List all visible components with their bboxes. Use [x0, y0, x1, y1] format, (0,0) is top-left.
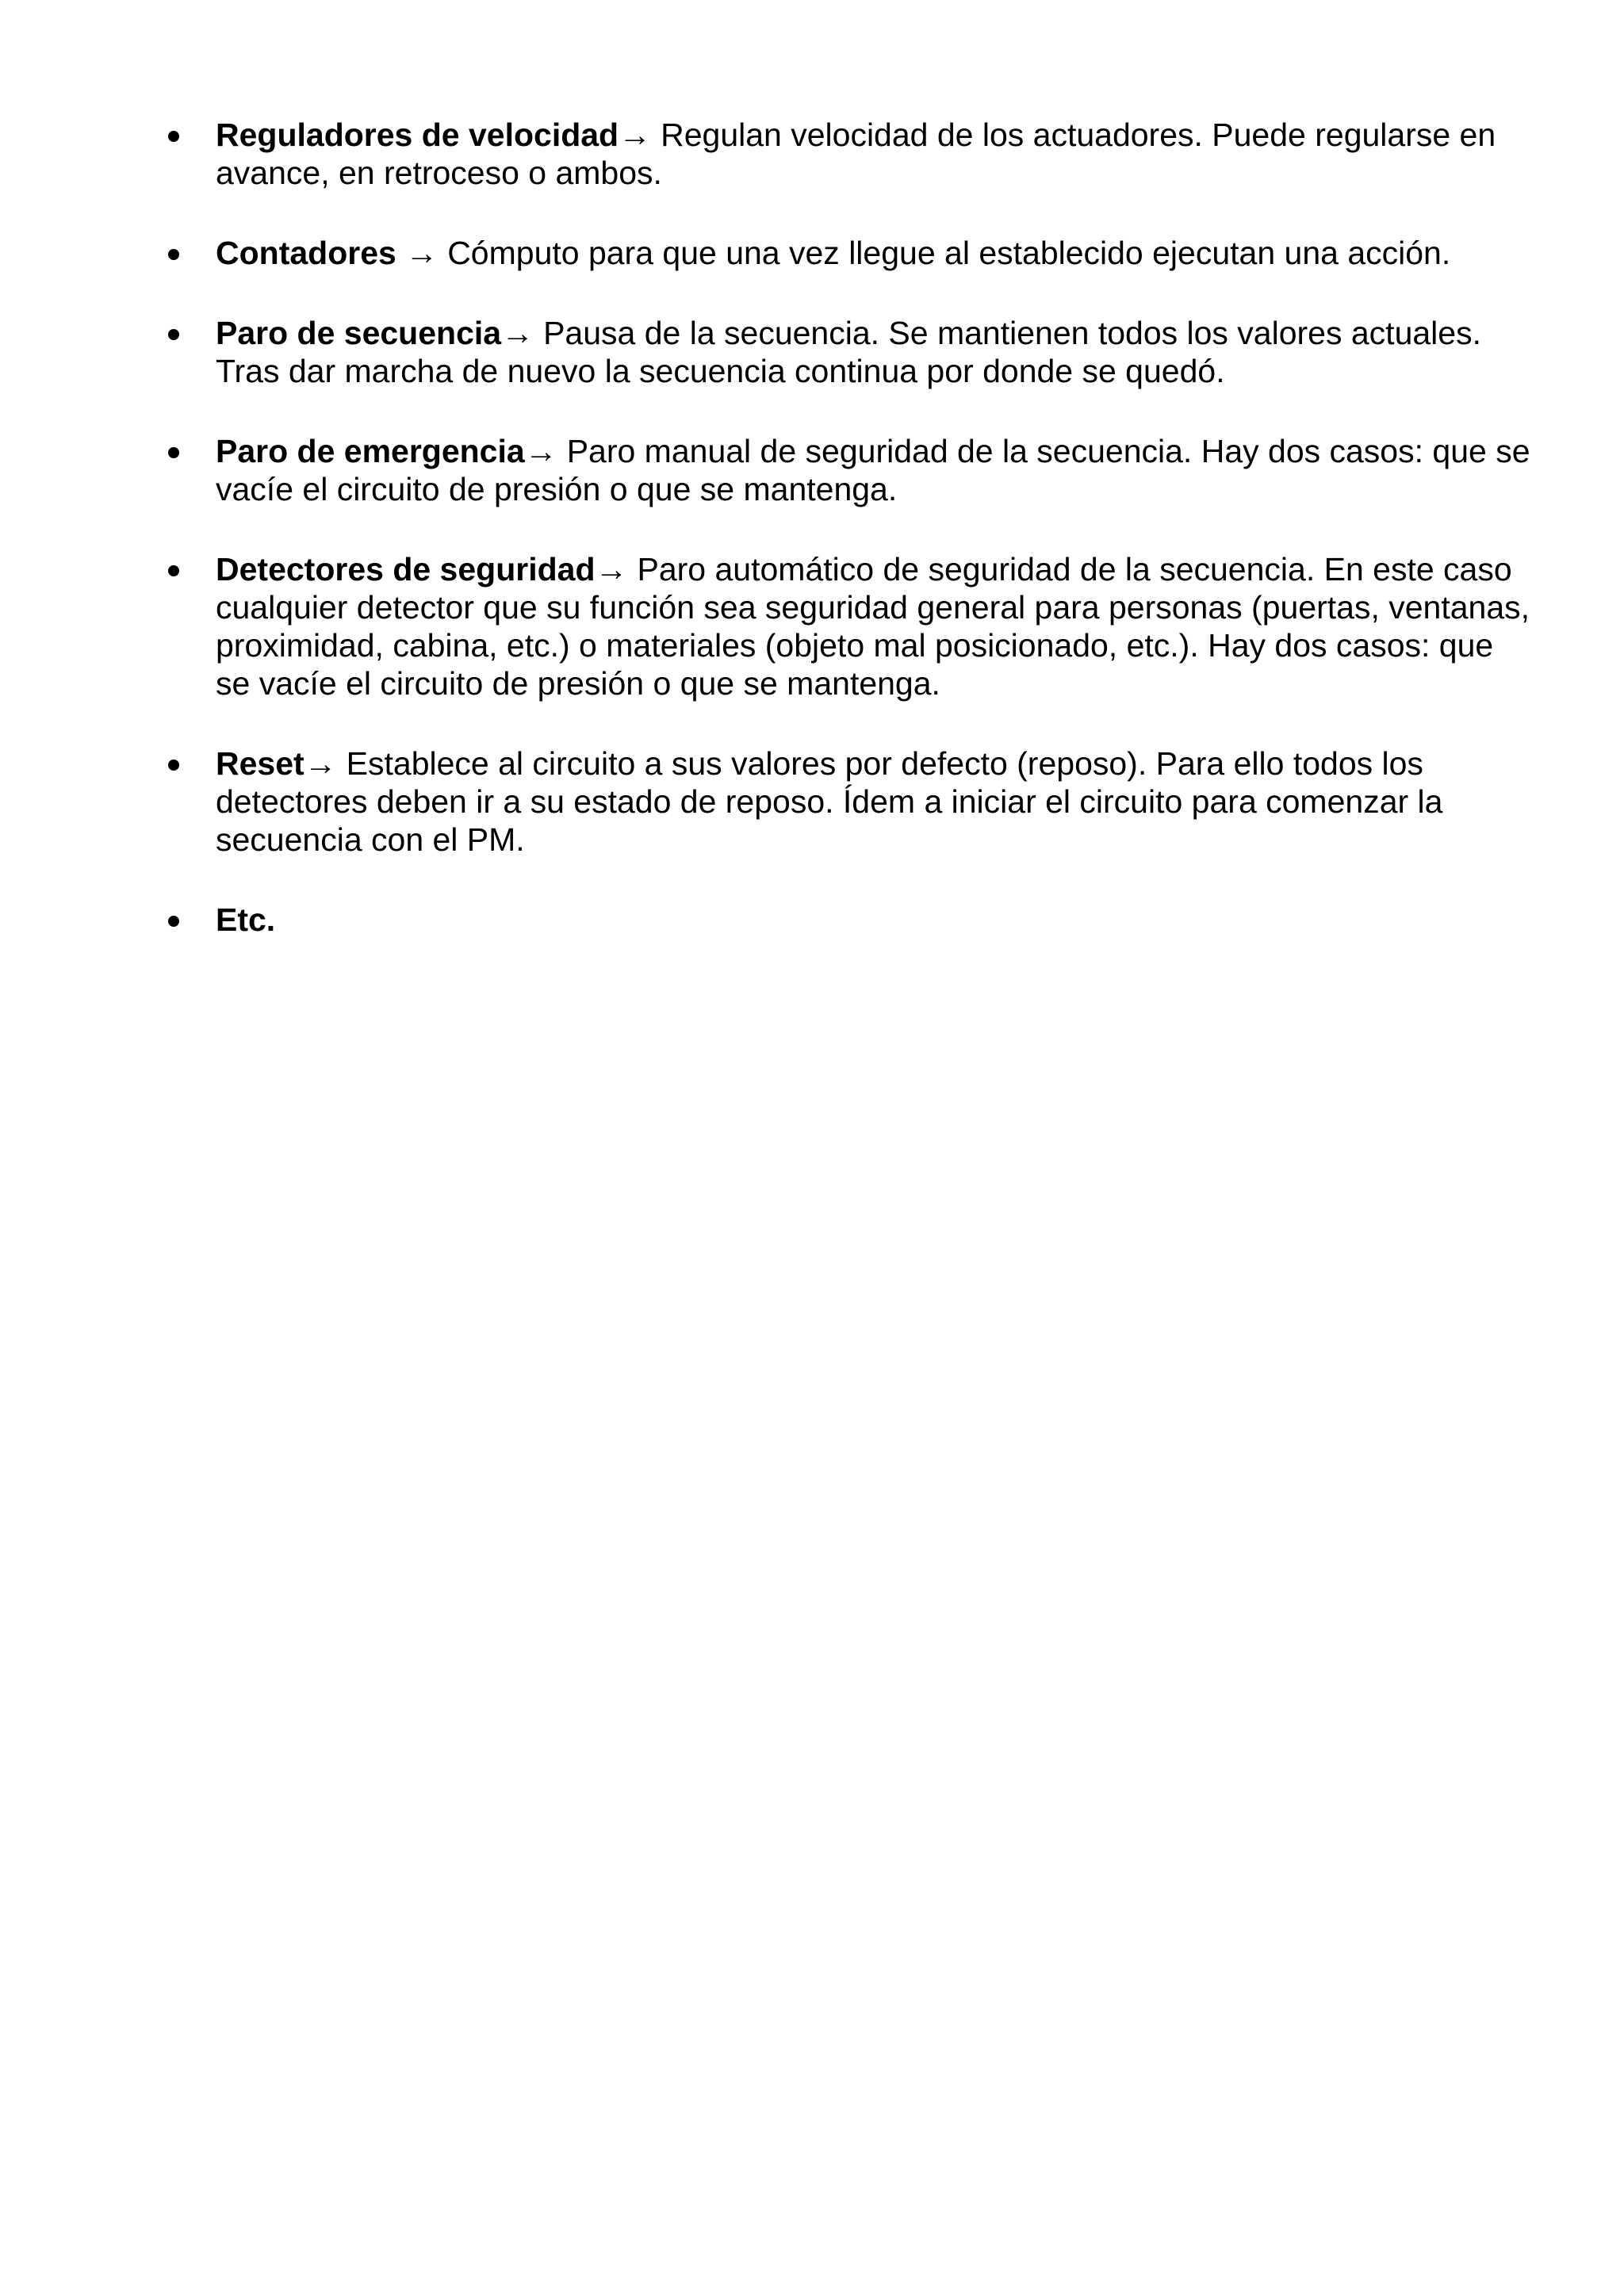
- arrow-icon: →: [595, 551, 628, 587]
- list-item: [168, 234, 1532, 272]
- bullet-icon: [168, 565, 179, 576]
- list-item: [168, 744, 1532, 859]
- list-item: [168, 550, 1532, 702]
- bullet-list: [168, 116, 1532, 981]
- item-text: Regulan velocidad de los actuadores. Puede regularse en avance, en retroceso o ambos.: [216, 117, 1496, 191]
- arrow-icon: →: [501, 315, 534, 351]
- list-item: [168, 432, 1532, 508]
- item-text: Paro manual de seguridad de la secuencia. Hay dos casos: que se vacíe el circuito de presión o que se mantenga.: [216, 433, 1530, 507]
- bullet-icon: [168, 329, 179, 340]
- list-item: [168, 116, 1532, 192]
- item-text: Pausa de la secuencia. Se mantienen todos los valores actuales. Tras dar marcha de nuevo la secuencia continua por donde se quedó.: [216, 315, 1481, 389]
- bullet-icon: [168, 131, 179, 142]
- list-item: [168, 314, 1532, 390]
- item-term: Reset: [216, 745, 304, 782]
- arrow-icon: →: [304, 745, 337, 782]
- item-text: Paro automático de seguridad de la secuencia. En este caso cualquier detector que su función sea seguridad general para personas (puertas, ventanas, proximidad, cabina, etc.) o materiales (objeto mal posicionado, etc.). Hay dos casos: que se vacíe el circuito de presión o que se mantenga.: [216, 551, 1530, 702]
- bullet-icon: [168, 916, 179, 927]
- item-text: Cómputo para que una vez llegue al establecido ejecutan una acción.: [447, 235, 1451, 271]
- arrow-icon: →: [619, 117, 652, 153]
- list-item: [168, 901, 1532, 939]
- item-term: Paro de secuencia: [216, 315, 502, 351]
- item-term: Paro de emergencia: [216, 433, 525, 469]
- item-term: Contadores: [216, 235, 406, 271]
- item-term: Detectores de seguridad: [216, 551, 596, 587]
- bullet-icon: [168, 249, 179, 260]
- bullet-icon: [168, 447, 179, 458]
- item-term: Reguladores de velocidad: [216, 117, 619, 153]
- arrow-icon: →: [405, 235, 439, 271]
- arrow-icon: →: [524, 433, 557, 469]
- item-term: Etc.: [216, 901, 276, 938]
- bullet-icon: [168, 760, 179, 771]
- item-text: Establece al circuito a sus valores por defecto (reposo). Para ello todos los detectores deben ir a su estado de reposo. Ídem a iniciar el circuito para comenzar la secuencia con el PM.: [216, 745, 1443, 858]
